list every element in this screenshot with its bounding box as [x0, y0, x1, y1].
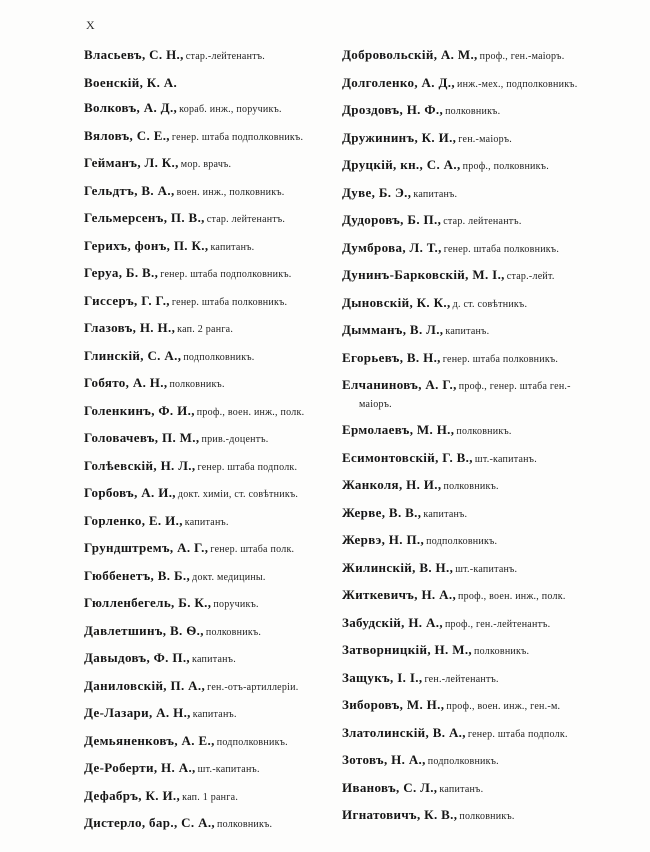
list-entry: [84, 485, 332, 503]
entry-name: Де-Роберти, Н. А.,: [84, 760, 196, 775]
entry-detail: проф., воен. инж., ген.-м.: [446, 701, 561, 712]
list-entry: [342, 780, 590, 798]
entry-name: Гельдтъ, В. А.,: [84, 182, 175, 198]
list-entry: [84, 293, 332, 311]
entry-name: Жилинскій, В. Н.,: [342, 559, 454, 575]
entry-detail: мор. врачъ.: [180, 159, 232, 170]
list-entry: [342, 422, 590, 440]
list-entry: [342, 267, 590, 285]
list-entry: [342, 807, 590, 825]
list-entry: [342, 240, 590, 258]
entry-detail: инж.-мех., подполковникъ.: [456, 78, 578, 90]
list-entry: [342, 615, 590, 633]
entry-name: Голѣевскій, Н. Л.,: [84, 457, 196, 473]
list-entry: [84, 348, 332, 366]
list-entry: [84, 403, 332, 421]
entry-name: Ивановъ, С. Л.,: [342, 779, 438, 795]
entry-detail: капитанъ.: [413, 188, 458, 200]
entry-name: Жанколя, Н. И.,: [342, 477, 442, 492]
entry-detail: проф., ген.-лейтенантъ.: [444, 618, 551, 630]
entry-name: Защукъ, І. І.,: [342, 669, 423, 685]
entry-name: Головачевъ, П. М.,: [84, 430, 200, 445]
entry-name: Есимонтовскій, Г. В.,: [342, 449, 473, 465]
entry-detail: генер. штаба подполк.: [467, 728, 568, 740]
list-entry: [84, 568, 332, 586]
entry-name: Долголенко, А. Д.,: [342, 74, 455, 90]
entry-detail: генер. штаба полковникъ.: [171, 296, 288, 308]
list-entry: [342, 477, 590, 495]
entry-name: Даниловскій, П. А.,: [84, 677, 206, 693]
list-entry: [342, 642, 590, 660]
entry-name: Думброва, Л. Т.,: [342, 239, 442, 255]
list-entry: [84, 155, 332, 173]
entry-detail: шт.-капитанъ.: [455, 563, 518, 575]
entry-name: Забудскій, Н. А.,: [342, 614, 443, 630]
entry-name: Голенкинъ, Ф. И.,: [84, 402, 195, 418]
list-entry: [84, 815, 332, 833]
entry-name: Игнатовичъ, К. В.,: [342, 807, 458, 822]
entry-detail: проф., воен. инж., полк.: [196, 406, 305, 418]
entry-detail: ген.-лейтенантъ.: [424, 673, 499, 685]
list-entry: [84, 430, 332, 448]
entry-detail: кап. 1 ранга.: [182, 791, 239, 803]
entry-detail: генер. штаба полк.: [210, 544, 295, 555]
entry-detail: подполковникъ.: [426, 536, 498, 547]
list-entry: [342, 560, 590, 578]
left-column: [84, 47, 332, 843]
entry-detail: капитанъ.: [439, 783, 484, 795]
list-entry: [342, 725, 590, 743]
list-entry: [342, 322, 590, 340]
entry-detail: капитанъ.: [184, 516, 229, 528]
entry-name: Герихъ, фонъ, П. К.,: [84, 237, 209, 253]
entry-detail: полковникъ.: [445, 106, 501, 117]
entry-name: Гюлленбегель, Б. К.,: [84, 595, 212, 610]
entry-detail: докт. химіи, ст. совѣтникъ.: [177, 489, 299, 500]
list-entry: [84, 458, 332, 476]
name-list: [84, 47, 592, 843]
entry-name: Дроздовъ, Н. Ф.,: [342, 102, 444, 117]
entry-name: Ермолаевъ, М. Н.,: [342, 422, 455, 437]
entry-name: Гюббенетъ, В. Б.,: [84, 567, 191, 583]
entry-detail: полковникъ.: [456, 426, 512, 437]
entry-detail: генер. штаба подполк.: [197, 461, 298, 473]
entry-detail: ген.-отъ-артиллеріи.: [207, 681, 299, 693]
list-entry: [342, 295, 590, 313]
list-entry: [84, 788, 332, 806]
entry-detail: прив.-доцентъ.: [201, 434, 269, 445]
entry-name: Дружининъ, К. И.,: [342, 129, 457, 145]
entry-detail: генер. штаба подполковникъ.: [171, 131, 304, 143]
entry-detail: полковникъ.: [169, 379, 225, 390]
entry-detail: капитанъ.: [210, 241, 255, 253]
list-entry: [84, 238, 332, 256]
entry-detail: капитанъ.: [192, 709, 237, 720]
entry-name: Власьевъ, С. Н.,: [84, 47, 184, 62]
entry-name: Житкевичъ, Н. А.,: [342, 587, 457, 602]
entry-name: Дунинъ-Барковскій, М. І.,: [342, 267, 505, 282]
list-entry: [342, 75, 590, 93]
list-entry: [342, 752, 590, 770]
entry-detail: стар. лейтенантъ.: [443, 216, 522, 227]
list-entry: [84, 733, 332, 751]
entry-name: Жервэ, Н. П.,: [342, 532, 425, 547]
entry-name: Зотовъ, Н. А.,: [342, 752, 426, 767]
entry-name: Добровольскій, А. М.,: [342, 47, 478, 62]
entry-detail: подполковникъ.: [216, 736, 288, 748]
entry-detail: полковникъ.: [217, 819, 273, 830]
entry-name: Глазовъ, Н. Н.,: [84, 320, 176, 335]
list-entry: [342, 670, 590, 688]
list-entry: [84, 595, 332, 613]
list-entry: [84, 623, 332, 641]
entry-detail: шт.-капитанъ.: [474, 453, 537, 465]
entry-detail: кап. 2 ранга.: [177, 324, 234, 335]
entry-name: Дудоровъ, Б. П.,: [342, 212, 442, 227]
page-number: X: [86, 18, 96, 32]
entry-name: Горленко, Е. И.,: [84, 512, 183, 528]
list-entry: [342, 587, 590, 605]
list-entry: [84, 183, 332, 201]
right-column: [342, 47, 590, 835]
entry-name: Зиборовъ, М. Н.,: [342, 697, 445, 712]
entry-detail: д. ст. совѣтникъ.: [452, 298, 528, 310]
entry-name: Друцкій, кн., С. А.,: [342, 157, 461, 172]
entry-name: Елчаниновъ, А. Г.,: [342, 377, 457, 392]
entry-detail: проф., воен. инж., полк.: [458, 591, 566, 602]
entry-detail: стар.-лейт.: [506, 271, 555, 282]
entry-name: Жерве, В. В.,: [342, 504, 422, 520]
entry-detail: капитанъ.: [445, 326, 490, 337]
entry-detail: полковникъ.: [459, 811, 515, 822]
list-entry: [84, 650, 332, 668]
list-entry: [84, 760, 332, 778]
entry-name: Гиссеръ, Г. Г.,: [84, 292, 170, 308]
list-entry: [84, 678, 332, 696]
entry-detail: полковникъ.: [205, 626, 262, 638]
entry-detail: проф., ген.-маіоръ.: [479, 51, 565, 62]
entry-detail: стар. лейтенантъ.: [206, 214, 286, 225]
entry-detail: проф., полковникъ.: [462, 161, 549, 172]
list-entry: [342, 697, 590, 715]
list-entry: [342, 185, 590, 203]
entry-name: Златолинскій, В. А.,: [342, 724, 466, 740]
list-entry: [84, 320, 332, 338]
entry-detail: генер. штаба полковникъ.: [443, 243, 560, 255]
list-entry: [84, 540, 332, 558]
list-entry: [84, 705, 332, 723]
entry-name: Вяловъ, С. Е.,: [84, 127, 170, 143]
entry-detail: полковникъ.: [474, 646, 530, 657]
entry-detail: кораб. инж., поручикъ.: [179, 104, 282, 115]
entry-name: Глинскій, С. А.,: [84, 347, 182, 363]
list-entry: [342, 102, 590, 120]
entry-detail: поручикъ.: [213, 599, 259, 610]
entry-detail: проф., генер. штаба ген.-маіоръ.: [359, 381, 571, 410]
entry-detail: воен. инж., полковникъ.: [176, 186, 285, 198]
entry-name: Давыдовъ, Ф. П.,: [84, 650, 191, 665]
entry-detail: генер. штаба подполковникъ.: [160, 269, 292, 280]
list-entry: [342, 350, 590, 368]
entry-detail: подполковникъ.: [427, 756, 499, 767]
entry-detail: подполковникъ.: [183, 351, 255, 363]
entry-detail: полковникъ.: [443, 481, 499, 492]
entry-name: Дефабръ, К. И.,: [84, 787, 181, 803]
list-entry: [84, 513, 332, 531]
list-entry: [342, 532, 590, 550]
list-entry: [342, 47, 590, 65]
entry-name: Затворницкій, Н. М.,: [342, 642, 473, 657]
list-entry: [342, 157, 590, 175]
entry-name: Давлетшинъ, В. Ѳ.,: [84, 622, 204, 638]
list-entry: [84, 210, 332, 228]
entry-name: Горбовъ, А. И.,: [84, 485, 176, 500]
entry-name: Гейманъ, Л. К.,: [84, 155, 179, 170]
entry-name: Дуве, Б. Э.,: [342, 184, 412, 200]
entry-name: Геруа, Б. В.,: [84, 265, 159, 280]
entry-detail: стар.-лейтенантъ.: [185, 51, 265, 62]
entry-name: Дистерло, бар., С. А.,: [84, 815, 216, 830]
list-entry: [342, 130, 590, 148]
list-entry: [84, 375, 332, 393]
entry-name: Дымманъ, В. Л.,: [342, 322, 444, 337]
list-entry: [84, 128, 332, 146]
entry-detail: докт. медицины.: [192, 571, 266, 583]
entry-name: Военскій, К. А.: [84, 74, 178, 90]
list-entry: [342, 377, 590, 412]
entry-name: Гельмерсенъ, П. В.,: [84, 210, 205, 225]
list-entry: [84, 75, 332, 91]
list-entry: [342, 505, 590, 523]
entry-name: Волковъ, А. Д.,: [84, 100, 178, 115]
entry-detail: генер. штаба полковникъ.: [442, 353, 559, 365]
entry-name: Демьяненковъ, А. Е.,: [84, 732, 215, 748]
entry-detail: ген.-маіоръ.: [458, 133, 513, 145]
entry-name: Грундштремъ, А. Г.,: [84, 540, 209, 555]
list-entry: [342, 450, 590, 468]
entry-name: Дыновскій, К. К.,: [342, 294, 451, 310]
list-entry: [84, 100, 332, 118]
entry-detail: капитанъ.: [192, 654, 236, 665]
entry-name: Егорьевъ, В. Н.,: [342, 349, 441, 365]
entry-detail: шт.-капитанъ.: [197, 764, 260, 775]
list-entry: [84, 47, 332, 65]
entry-detail: капитанъ.: [423, 508, 468, 520]
list-entry: [342, 212, 590, 230]
entry-name: Де-Лазари, А. Н.,: [84, 705, 191, 720]
list-entry: [84, 265, 332, 283]
entry-name: Гобято, А. Н.,: [84, 375, 168, 390]
